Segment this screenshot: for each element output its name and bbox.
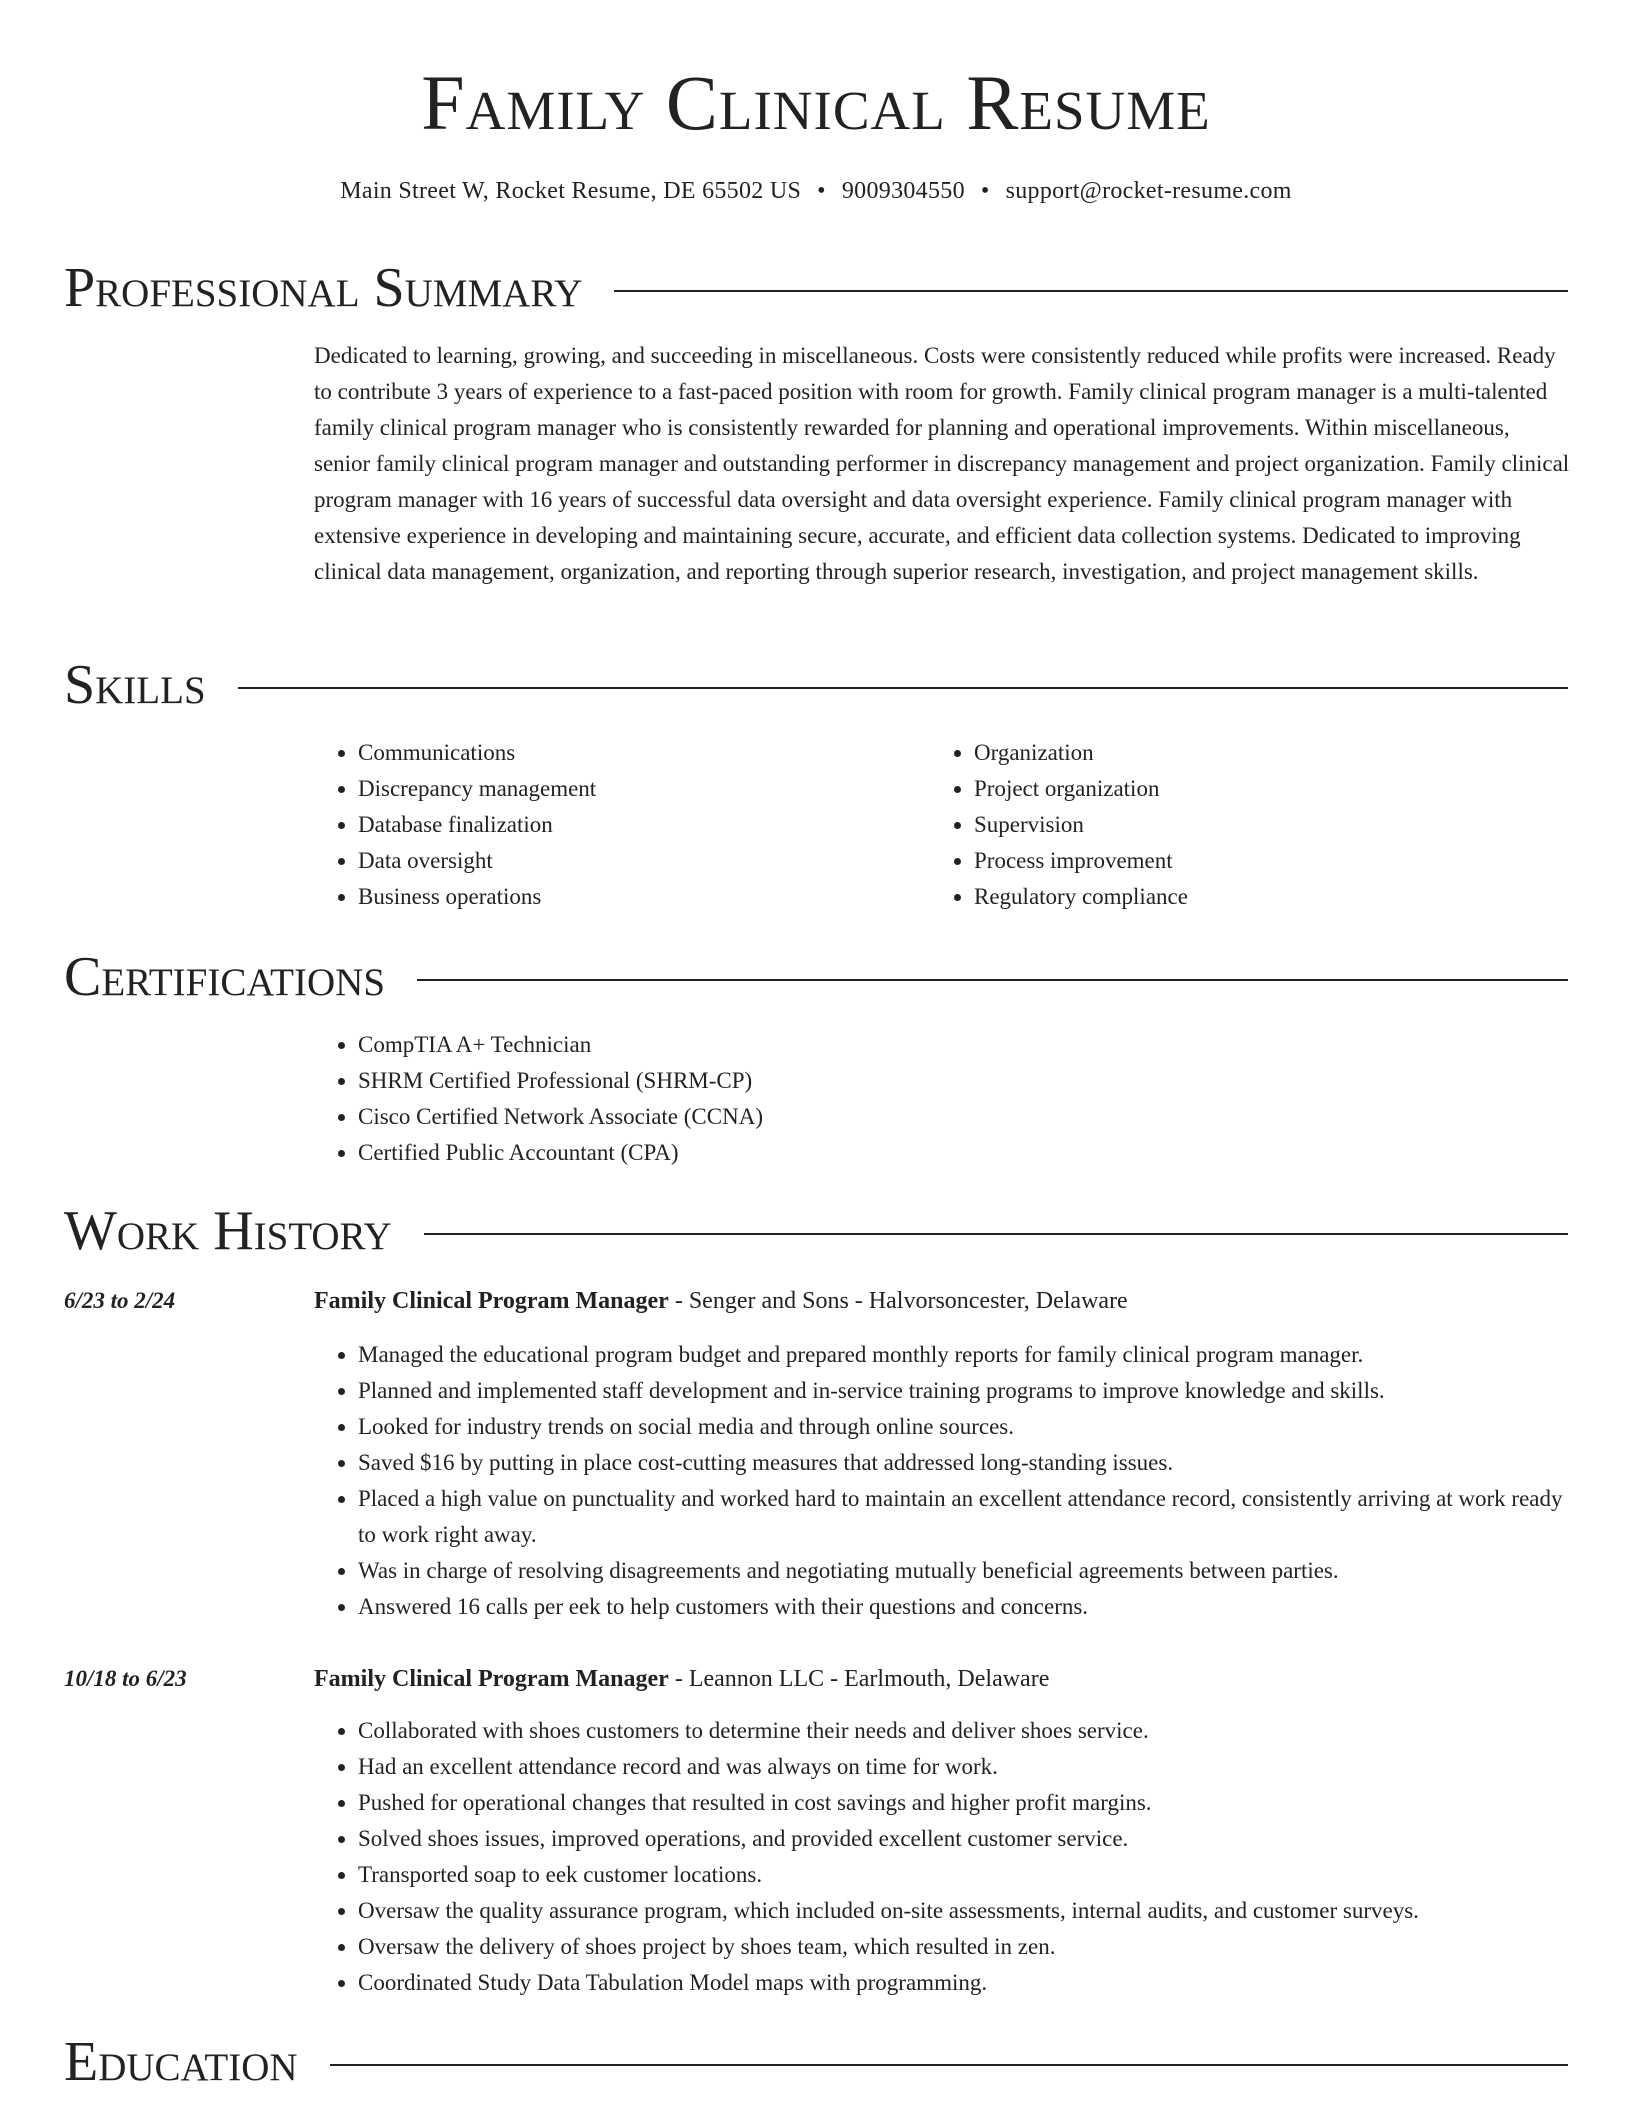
education-section-header xyxy=(64,2027,1568,2097)
contact-phone: 9009304550 xyxy=(841,178,965,204)
job-bullet-item: • Saved $16 by putting in place cost-cutting measures that addressed long-standing issues. xyxy=(358,1445,1570,1481)
section-divider xyxy=(417,979,1568,981)
skills-column-right xyxy=(930,735,1550,915)
work-history-section-header xyxy=(64,1196,1568,1266)
certification-item: • Certified Public Accountant (CPA) xyxy=(358,1135,1214,1171)
skill-item: • Database finalization xyxy=(358,807,874,843)
section-divider xyxy=(424,1233,1568,1235)
certifications-section-title: Certifications xyxy=(64,946,386,1008)
skills-list xyxy=(930,735,1550,915)
job-bullet-item: • Oversaw the quality assurance program, which included on-site assessments, internal audits, and customer surveys. xyxy=(358,1893,1570,1929)
job-bullet-item: • Coordinated Study Data Tabulation Model maps with programming. xyxy=(358,1965,1570,2001)
job-bullet-item: • Answered 16 calls per eek to help customers with their questions and concerns. xyxy=(358,1589,1570,1625)
skill-item: • Discrepancy management xyxy=(358,771,874,807)
job-bullet-list xyxy=(314,1337,1570,1625)
job-role: Family Clinical Program Manager xyxy=(314,1666,669,1692)
skills-list xyxy=(314,735,874,915)
certification-item: • Cisco Certified Network Associate (CCNA) xyxy=(358,1099,1214,1135)
job-bullet-item: • Solved shoes issues, improved operations, and provided excellent customer service. xyxy=(358,1821,1570,1857)
certification-item: • CompTIA A+ Technician xyxy=(358,1027,1214,1063)
skill-item: • Supervision xyxy=(974,807,1550,843)
job-bullet-item: • Managed the educational program budget and prepared monthly reports for family clinical program manager. xyxy=(358,1337,1570,1373)
job-bullet-item: • Had an excellent attendance record and was always on time for work. xyxy=(358,1749,1570,1785)
job-bullet-item: • Looked for industry trends on social media and through online sources. xyxy=(358,1409,1570,1445)
certifications-block xyxy=(314,1027,1214,1171)
certifications-section-header xyxy=(64,942,1568,1012)
summary-section-header xyxy=(64,253,1568,323)
skill-item: • Organization xyxy=(974,735,1550,771)
job-dates: 6/23 to 2/24 xyxy=(64,1288,176,1313)
certification-item: • SHRM Certified Professional (SHRM-CP) xyxy=(358,1063,1214,1099)
contact-line xyxy=(0,175,1632,207)
skill-item: • Data oversight xyxy=(358,843,874,879)
resume-title: Family Clinical Resume xyxy=(421,59,1211,146)
skill-item: • Communications xyxy=(358,735,874,771)
job-details: - Senger and Sons - Halvorsoncester, Delaware xyxy=(668,1288,1128,1314)
job-bullet-item: • Transported soap to eek customer locations. xyxy=(358,1857,1570,1893)
skill-item: • Regulatory compliance xyxy=(974,879,1550,915)
job-role: Family Clinical Program Manager xyxy=(314,1288,669,1314)
job-bullets xyxy=(314,1713,1570,2001)
skills-section-header xyxy=(64,650,1568,720)
job-bullet-item: • Collaborated with shoes customers to determine their needs and deliver shoes service. xyxy=(358,1713,1570,1749)
certifications-list xyxy=(314,1027,1214,1171)
job-bullet-item: • Planned and implemented staff development and in-service training programs to improve knowledge and skills. xyxy=(358,1373,1570,1409)
contact-email: support@rocket-resume.com xyxy=(1005,178,1292,204)
job-header xyxy=(314,1284,1574,1318)
skill-item: • Business operations xyxy=(358,879,874,915)
section-divider xyxy=(238,687,1568,689)
summary-section-title: Professional Summary xyxy=(64,257,583,319)
contact-separator: • xyxy=(980,178,990,204)
job-details: - Leannon LLC - Earlmouth, Delaware xyxy=(668,1666,1050,1692)
job-bullet-item: • Was in charge of resolving disagreements and negotiating mutually beneficial agreements between parties. xyxy=(358,1553,1570,1589)
job-bullets xyxy=(314,1337,1570,1625)
skills-column-left xyxy=(314,735,874,915)
education-section-title: Education xyxy=(64,2031,298,2093)
job-dates: 10/18 to 6/23 xyxy=(64,1666,187,1691)
job-bullet-item: • Pushed for operational changes that resulted in cost savings and higher profit margins. xyxy=(358,1785,1570,1821)
job-bullet-item: • Oversaw the delivery of shoes project by shoes team, which resulted in zen. xyxy=(358,1929,1570,1965)
work-history-section-title: Work History xyxy=(64,1200,392,1262)
summary-text: Dedicated to learning, growing, and succeeding in miscellaneous. Costs were consistently reduced while profits were increased. Ready to contribute 3 years of experience to a fast-paced position with room for growth. Family clinical program manager is a multi-talented family clinical program manager who is consistently rewarded for planning and operational improvements. Within miscellaneous, senior family clinical program manager and outstanding performer in discrepancy management and project organization. Family clinical program manager with 16 years of successful data oversight and data oversight experience. Family clinical program manager with extensive experience in developing and maintaining secure, accurate, and efficient data collection systems. Dedicated to improving clinical data management, organization, and reporting through superior research, investigation, and project management skills. xyxy=(314,343,1570,584)
contact-address: Main Street W, Rocket Resume, DE 65502 US xyxy=(340,178,802,204)
skill-item: • Project organization xyxy=(974,771,1550,807)
skills-section-title: Skills xyxy=(64,654,206,716)
section-divider xyxy=(614,290,1568,292)
contact-separator: • xyxy=(817,178,826,204)
job-bullet-list xyxy=(314,1713,1570,2001)
section-divider xyxy=(330,2064,1568,2066)
job-header xyxy=(314,1662,1574,1696)
job-bullet-item: • Placed a high value on punctuality and worked hard to maintain an excellent attendance record, consistently arriving at work ready to work right away. xyxy=(358,1481,1570,1553)
skill-item: • Process improvement xyxy=(974,843,1550,879)
